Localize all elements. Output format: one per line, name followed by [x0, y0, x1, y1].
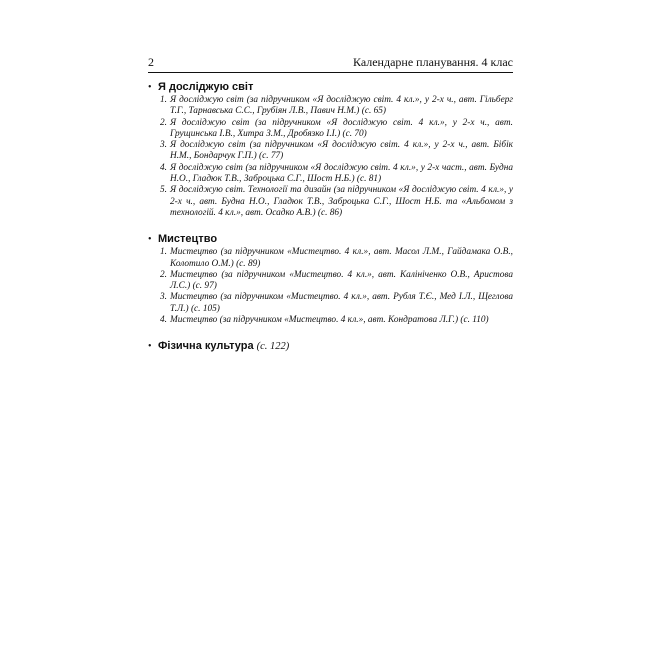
bullet-icon: •	[148, 341, 152, 353]
item-number: 3.	[160, 292, 167, 303]
list-item	[160, 140, 513, 163]
section-heading	[148, 232, 513, 247]
section-title: Фізична культура	[158, 340, 254, 353]
section-items	[148, 95, 513, 219]
list-item	[160, 95, 513, 118]
running-title: Календарне планування. 4 клас	[352, 55, 513, 69]
item-text: Я досліджую світ (за підручником «Я досліджую світ. 4 кл.», у 2-х ч., авт. Бібік Н.М., Бондарчук Г.П.) (с. 77)	[170, 140, 513, 162]
item-text: Мистецтво (за підручником «Мистецтво. 4 кл.», авт. Кондратова Л.Г.) (с. 110)	[170, 315, 489, 326]
header-rule	[148, 72, 513, 73]
item-text: Я досліджую світ (за підручником «Я досліджую світ. 4 кл.», у 2-х ч., авт. Грущинська І.В., Хитра З.М., Дробязко І.І.) (с. 70)	[170, 117, 513, 139]
page-number: 2	[148, 55, 154, 69]
section-page-ref: (с. 122)	[256, 341, 290, 353]
section-mystetstvo	[148, 232, 513, 326]
list-item	[160, 247, 513, 270]
item-number: 4.	[160, 315, 167, 326]
section-fizychna-kultura	[148, 339, 513, 354]
list-item	[160, 269, 513, 293]
item-number: 2.	[160, 269, 167, 280]
item-number: 4.	[160, 162, 167, 173]
list-item	[160, 162, 513, 186]
list-item	[160, 315, 513, 326]
item-number: 5.	[160, 185, 167, 196]
section-items	[148, 247, 513, 326]
item-text: Мистецтво (за підручником «Мистецтво. 4 кл.», авт. Масол Л.М., Гайдамака О.В., Колотило О.М.) (с. 89)	[170, 247, 513, 269]
item-text: Я досліджую світ. Технології та дизайн (за підручником «Я досліджую світ. 4 кл.», у 2-х ч., авт. Будна Н.О., Гладюк Т.В., Заброцька С.Г., Шост Н.Б. та «Альбомом з технологій. 4 кл.», авт. Осадко А.В.) (с. 86)	[170, 185, 513, 218]
item-text: Я досліджую світ (за підручником «Я досліджую світ. 4 кл.», у 2-х част., авт. Будна Н.О., Гладюк Т.В., Заброцька С.Г., Шост Н.Б.) (с. 81)	[170, 162, 513, 185]
bullet-icon: •	[148, 82, 152, 93]
bullet-icon: •	[148, 234, 152, 246]
list-item	[160, 117, 513, 141]
item-number: 2.	[160, 117, 167, 128]
section-title: Мистецтво	[158, 233, 218, 246]
list-item	[160, 292, 513, 315]
item-number: 1.	[160, 95, 167, 105]
section-heading	[148, 339, 513, 354]
item-text: Мистецтво (за підручником «Мистецтво. 4 кл.», авт. Рубля Т.Є., Мед І.Л., Щеглова Т.Л.) (с. 105)	[170, 292, 513, 314]
section-heading	[148, 80, 513, 95]
section-ya-doslidzhuiu-svit	[148, 80, 513, 219]
list-item	[160, 185, 513, 219]
item-number: 1.	[160, 247, 167, 258]
section-title: Я досліджую світ	[158, 81, 254, 93]
item-text: Я досліджую світ (за підручником «Я досліджую світ. 4 кл.», у 2-х ч., авт. Гільберг Т.Г., Тарнавська С.С., Грубіян Л.В., Павич Н.М.) (с. 65)	[170, 95, 513, 117]
item-text: Мистецтво (за підручником «Мистецтво. 4 кл.», авт. Калініченко О.В., Аристова Л.С.) (с. 97)	[170, 269, 513, 292]
table-of-contents	[148, 80, 513, 367]
item-number: 3.	[160, 140, 167, 151]
